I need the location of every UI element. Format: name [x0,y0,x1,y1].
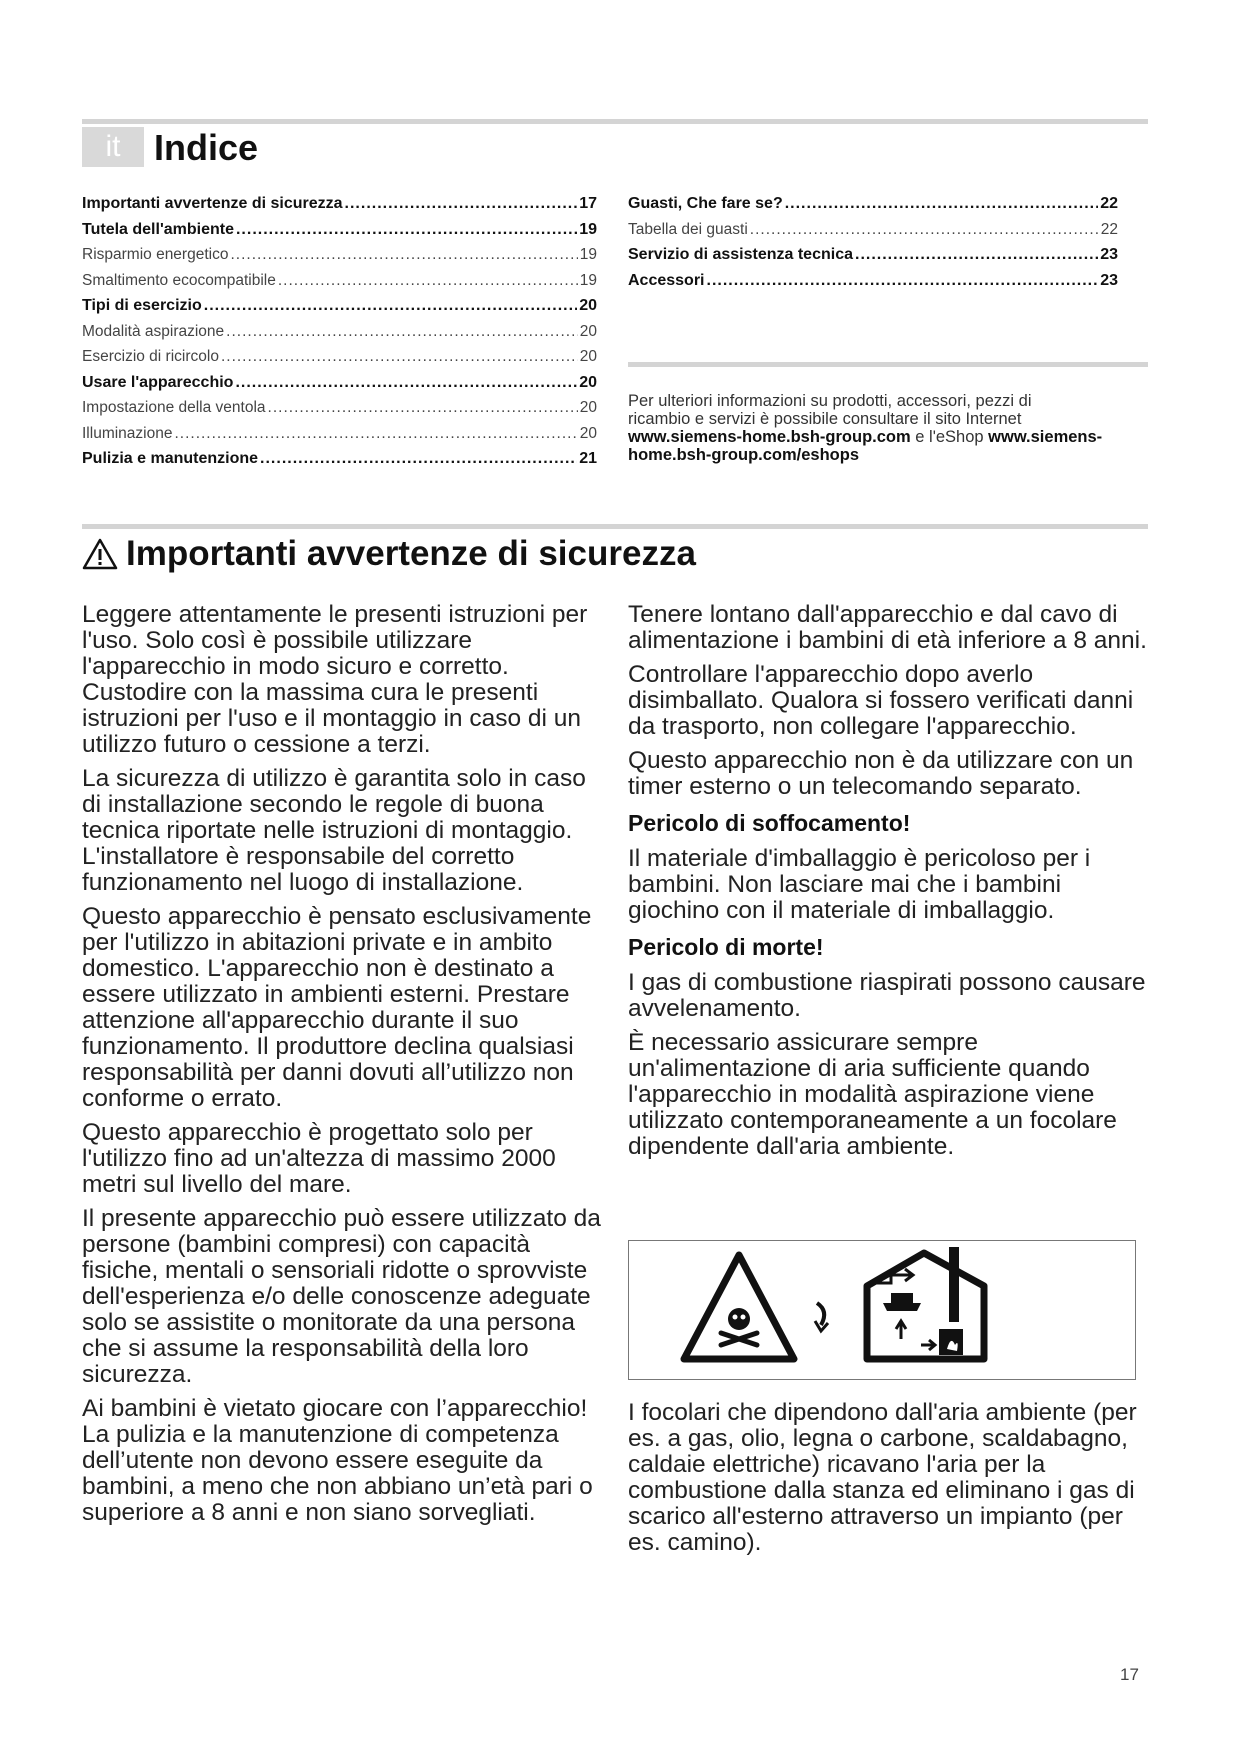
paragraph-children-age: Tenere lontano dall'apparecchio e dal cavo di alimentazione i bambini di età inferiore a 8 anni. [628,601,1147,654]
toc-entry[interactable] [628,195,1118,221]
toc-entry-page: 20 [579,373,597,391]
safety-paragraph: Questo apparecchio è pensato esclusivamente per l'utilizzo in abitazioni private e in ambito domestico. L'apparecchio non è destinato a essere utilizzato in ambienti esterni. Prestare attenzione all'apparecchio durante il suo funzionamento. Il produttore declina qualsiasi responsabilità per danni dovuti all’utilizzo non conforme o errato. [82,903,592,1112]
poisoning-warning-figure [628,1240,1136,1380]
toc-right [628,195,1118,297]
toc-entry-page: 20 [579,424,597,442]
toc-leader-dots [235,374,577,392]
warning-triangle-icon [82,538,118,570]
toc-entry-page: 19 [579,246,597,263]
toc-entry-label: Modalità aspirazione [82,322,225,340]
toc-leader-dots [750,221,1099,239]
left-column [82,602,602,1534]
toc-entry-page: 20 [579,399,597,416]
paragraph-timer: Questo apparecchio non è da utilizzare con un timer esterno o un telecomando separato. [628,747,1134,800]
toc-entry[interactable] [628,272,1118,298]
toc-entry-label: Accessori [628,271,705,289]
index-title: Indice [154,127,259,168]
toc-entry[interactable] [82,450,597,476]
toc-entry-page: 20 [579,322,597,340]
toc-entry-label: Guasti, Che fare se? [628,195,783,212]
eshop-link-part-2[interactable]: home.bsh-group.com/eshops [628,446,860,464]
toc-entry-label: Impostazione della ventola [82,399,266,416]
info-mid-text: e l'eShop [910,428,989,446]
right-column-bottom [628,1400,1148,1564]
poison-and-extraction-illustration [629,1241,1134,1378]
toc-entry-label: Tutela dell'ambiente [82,220,234,238]
toc-entry[interactable] [628,246,1118,272]
info-rule [628,362,1148,367]
toc-entry[interactable] [82,272,597,298]
toc-entry[interactable] [82,399,597,425]
toc-entry-page: 21 [579,450,597,467]
toc-entry-label: Importanti avvertenze di sicurezza [82,195,343,212]
toc-entry[interactable] [82,195,597,221]
toc-leader-dots [221,348,578,366]
toc-leader-dots [204,297,577,315]
toc-entry[interactable] [82,425,597,451]
toc-leader-dots [174,425,577,443]
safety-rule [82,524,1148,529]
toc-entry[interactable] [82,323,597,349]
toc-entry-label: Servizio di assistenza tecnica [628,246,853,263]
toc-entry-page: 22 [1100,220,1118,238]
toc-entry[interactable] [82,348,597,374]
page-number: 17 [1120,1665,1139,1684]
toc-entry-label: Illuminazione [82,424,173,442]
safety-paragraph: Leggere attentamente le presenti istruzioni per l'uso. Solo così è possibile utilizzare l'apparecchio in modo sicuro e corretto. Custodire con la massima cura le presenti istruzioni per l'uso e il montaggio in caso di un utilizzo futuro o cessione a terzi. [82,601,588,758]
info-line-3 [628,428,1148,446]
toc-entry[interactable] [82,297,597,323]
safety-title: Importanti avvertenze di sicurezza [126,534,696,573]
safety-paragraph: Il presente apparecchio può essere utilizzato da persone (bambini compresi) con capacità fisiche, mentali o sensoriali ridotte o sprovviste dell'esperienza e/o delle conoscenze adeguate solo se assistite o monitorate da una persona che si assume la responsabilità della loro sicurezza. [82,1205,601,1388]
toc-leader-dots [226,323,578,341]
right-column [628,602,1148,1168]
toc-entry-label: Tipi di esercizio [82,297,202,314]
toc-entry-label: Smaltimento ecocompatibile [82,271,276,289]
toc-entry-label: Tabella dei guasti [628,220,748,238]
toc-entry-page: 23 [1100,246,1118,263]
toc-entry-page: 23 [1100,271,1118,289]
toc-entry[interactable] [82,374,597,400]
safety-paragraph: La sicurezza di utilizzo è garantita solo in caso di installazione secondo le regole di buona tecnica riportate nelle istruzioni di montaggio. L'installatore è responsabile del corretto funzionamento nel luogo di installazione. [82,765,586,896]
suffocation-heading: Pericolo di soffocamento! [628,810,911,836]
paragraph-combustion-gas: I gas di combustione riaspirati possono causare avvelenamento. [628,969,1146,1022]
toc-entry-label: Risparmio energetico [82,246,229,263]
toc-leader-dots [707,272,1099,290]
toc-entry-page: 22 [1100,195,1118,212]
info-line-2: ricambio e servizi è possibile consultare il sito Internet [628,410,1022,428]
toc-entry-label: Usare l'apparecchio [82,373,234,391]
info-line-1: Per ulteriori informazioni su prodotti, accessori, pezzi di [628,392,1032,410]
safety-paragraph: Questo apparecchio è progettato solo per l'utilizzo fino ad un'altezza di massimo 2000 metri sul livello del mare. [82,1119,556,1198]
toc-entry[interactable] [82,246,597,272]
paragraph-air-supply: È necessario assicurare sempre un'alimentazione di aria sufficiente quando l'apparecchio in modalità aspirazione viene utilizzato contemporaneamente a un focolare dipendente dall'aria ambiente. [628,1029,1117,1160]
language-badge: it [82,127,144,167]
toc-leader-dots [268,399,578,417]
toc-left [82,195,597,476]
toc-entry-label: Pulizia e manutenzione [82,450,259,467]
website-link[interactable]: www.siemens-home.bsh-group.com [628,428,911,446]
danger-of-death-heading: Pericolo di morte! [628,934,824,960]
toc-leader-dots [236,221,577,239]
paragraph-check-appliance: Controllare l'apparecchio dopo averlo disimballato. Qualora si fossero verificati danni da trasporto, non collegare l'apparecchio. [628,661,1134,740]
toc-entry-page: 19 [579,220,597,238]
toc-leader-dots [855,246,1098,264]
toc-leader-dots [278,272,578,290]
toc-entry-page: 19 [579,271,597,289]
toc-entry-label: Esercizio di ricircolo [82,348,219,365]
toc-entry-page: 20 [579,297,597,314]
toc-leader-dots [230,246,577,264]
safety-paragraph: Ai bambini è vietato giocare con l’apparecchio! La pulizia e la manutenzione di competenza dell’utente non devono essere eseguite da bambini, a meno che non abbiano un’età pari o superiore a 8 anni e non siano sorvegliati. [82,1395,593,1526]
toc-leader-dots [260,450,577,468]
info-box [628,392,1148,464]
paragraph-packaging: Il materiale d'imballaggio è pericoloso per i bambini. Non lasciare mai che i bambini giochino con il materiale di imballaggio. [628,845,1091,924]
toc-entry[interactable] [82,221,597,247]
paragraph-fireplaces: I focolari che dipendono dall'aria ambiente (per es. a gas, olio, legna o carbone, scaldabagno, caldaie elettriche) ricavano l'aria per la combustione dalla stanza ed eliminano i gas di scarico all'esterno attraverso un impianto (per es. camino). [628,1399,1137,1556]
eshop-link-part-1[interactable]: www.siemens- [988,428,1103,446]
toc-leader-dots [345,195,578,213]
toc-entry-page: 17 [579,195,597,212]
toc-entry[interactable] [628,221,1118,247]
safety-heading [82,534,696,574]
top-rule [82,119,1148,124]
info-line-4 [628,446,1148,464]
toc-leader-dots [785,195,1098,213]
toc-entry-page: 20 [579,348,597,365]
